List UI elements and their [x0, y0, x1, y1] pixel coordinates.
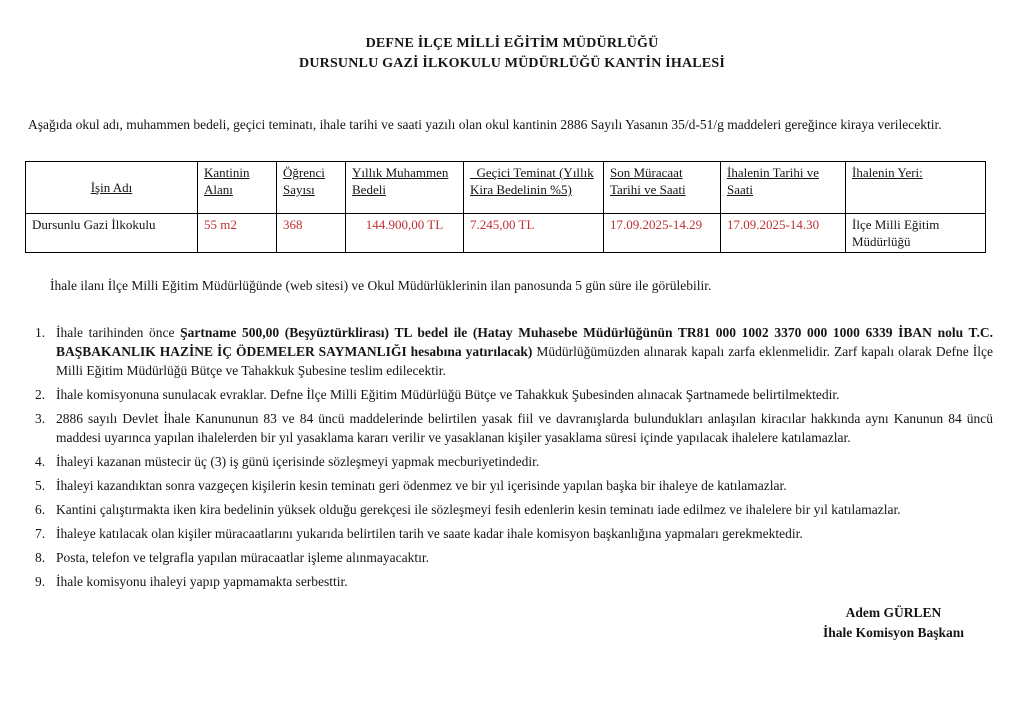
signature-name: Adem GÜRLEN	[845, 605, 942, 620]
document-title	[0, 0, 1024, 74]
list-item-9-number: 9.	[35, 574, 46, 589]
list-item-1-number: 1.	[35, 325, 46, 340]
list-item-6-text: Kantini çalıştırmakta iken kira bedelinin yüksek olduğu gerekçesi ile sözleşmeyi fesih edenlerin kesin teminatı iade edilmez ve ihalelere bir yıl katılamazlar.	[56, 502, 901, 517]
list-item-3	[35, 409, 996, 447]
col-header-son-muracaat: Son Müracaat Tarihi ve Saati	[604, 162, 721, 214]
list-item-5	[35, 476, 996, 495]
list-item-2-text: İhale komisyonuna sunulacak evraklar. Defne İlçe Milli Eğitim Müdürlüğü Bütçe ve Tahakkuk Şubesinden alınacak Şartnamede belirtilmektedir.	[56, 387, 840, 402]
title-line-2: DURSUNLU GAZİ İLKOKULU MÜDÜRLÜĞÜ KANTİN İHALESİ	[299, 56, 725, 71]
list-item-5-number: 5.	[35, 478, 46, 493]
list-item-3-text: 2886 sayılı Devlet İhale Kanununun 83 ve 84 üncü maddelerinde belirtilen yasak fiil ve davranışlarda bulundukları anlaşılan kiracılar hakkında aynı Kanunun 84 üncü maddesi uyarınca yapılan ihalelerden bir yıl yasaklama kararı verilir ve yasaklanan kişiler yasaklama süresi içinde yapılacak ihalelere katılamazlar.	[56, 411, 993, 445]
list-item-2-number: 2.	[35, 387, 46, 402]
table-row	[26, 214, 986, 253]
list-item-7-text: İhaleye katılacak olan kişiler müracaatlarını yukarıda belirtilen tarih ve saate kadar ihale komisyon başkanlığına yapmaları gerekmektedir.	[56, 526, 803, 541]
signature-inner	[823, 603, 964, 643]
col-header-gecici-teminat: _Geçici Teminat (Yıllık Kira Bedelinin %5)	[464, 162, 604, 214]
cell-yillik-muhammen-bedeli: 144.900,00 TL	[346, 214, 464, 253]
list-item-8-text: Posta, telefon ve telgrafla yapılan müracaatlar işleme alınmayacaktır.	[56, 550, 429, 565]
list-item-8-number: 8.	[35, 550, 46, 565]
list-item-1-pre: İhale tarihinden önce	[56, 325, 181, 340]
cell-isin-adi: Dursunlu Gazi İlkokulu	[26, 214, 198, 253]
list-item-6-number: 6.	[35, 502, 46, 517]
col-header-ihalenin-yeri: İhalenin Yeri:	[846, 162, 986, 214]
list-item-4-number: 4.	[35, 454, 46, 469]
list-item-7-number: 7.	[35, 526, 46, 541]
signature-title: İhale Komisyon Başkanı	[822, 625, 964, 640]
list-item-9-text: İhale komisyonu ihaleyi yapıp yapmamakta serbesttir.	[56, 574, 348, 589]
list-item-2	[35, 385, 996, 404]
cell-ogrenci-sayisi: 368	[277, 214, 346, 253]
list-item-1-post: Müdürlüğümüzden alınarak kapalı zarfa eklenmelidir. Zarf kapalı olarak Defne İlçe Milli Eğitim Müdürlüğü Bütçe ve Tahakkuk Şubesine teslim edilecektir.	[56, 344, 993, 378]
col-header-ihalenin-tarihi: İhalenin Tarihi ve Saati	[721, 162, 846, 214]
tender-table	[25, 161, 986, 253]
cell-kantinin-alani: 55 m2	[198, 214, 277, 253]
cell-ihale-yeri: İlçe Milli Eğitim Müdürlüğü	[846, 214, 986, 253]
table-header-row	[26, 162, 986, 214]
list-item-5-text: İhaleyi kazandıktan sonra vazgeçen kişilerin kesin teminatı geri ödenmez ve bir yıl içerisinde yapılan başka bir ihaleye de katılamazlar.	[56, 478, 787, 493]
col-header-yillik-muhammen-bedeli: Yıllık Muhammen Bedeli	[346, 162, 464, 214]
list-item-9	[35, 572, 996, 591]
intro-paragraph: Aşağıda okul adı, muhammen bedeli, geçici teminatı, ihale tarihi ve saati yazılı olan okul kantinin 2886 Sayılı Yasanın 35/d-51/g maddeleri gereğince kiraya verilecektir.	[28, 117, 942, 132]
list-item-4	[35, 452, 996, 471]
list-item-3-number: 3.	[35, 411, 46, 426]
list-item-1-text	[56, 323, 996, 380]
list-item-1	[35, 323, 996, 380]
list-item-4-text: İhaleyi kazanan müstecir üç (3) iş günü içerisinde sözleşmeyi yapmak mecburiyetindedir.	[56, 454, 540, 469]
list-item-1-bold: Şartname 500,00 (Beşyüztürklirası) TL bedel ile (Hatay Muhasebe Müdürlüğünün TR81 000 1002 3370 000 1000 6339 İBAN nolu T.C. BAŞBAKANLIK HAZİNE İÇ ÖDEMELER SAYMANLIĞI hesabına yatırılacak)	[56, 325, 993, 359]
title-line-1: DEFNE İLÇE MİLLİ EĞİTİM MÜDÜRLÜĞÜ	[365, 36, 659, 51]
col-header-isin-adi: İşin Adı	[26, 162, 198, 214]
cell-son-muracaat: 17.09.2025-14.29	[604, 214, 721, 253]
signature-block	[0, 603, 1024, 643]
cell-gecici-teminat: 7.245,00 TL	[464, 214, 604, 253]
col-header-ogrenci-sayisi: Öğrenci Sayısı	[277, 162, 346, 214]
conditions-list	[35, 323, 996, 591]
list-item-7	[35, 524, 996, 543]
cell-ihale-tarihi: 17.09.2025-14.30	[721, 214, 846, 253]
publication-notice: İhale ilanı İlçe Milli Eğitim Müdürlüğünde (web sitesi) ve Okul Müdürlüklerinin ilan panosunda 5 gün süre ile görülebilir.	[50, 278, 712, 293]
col-header-kantinin-alani: Kantinin Alanı	[198, 162, 277, 214]
list-item-8	[35, 548, 996, 567]
list-item-6	[35, 500, 996, 519]
